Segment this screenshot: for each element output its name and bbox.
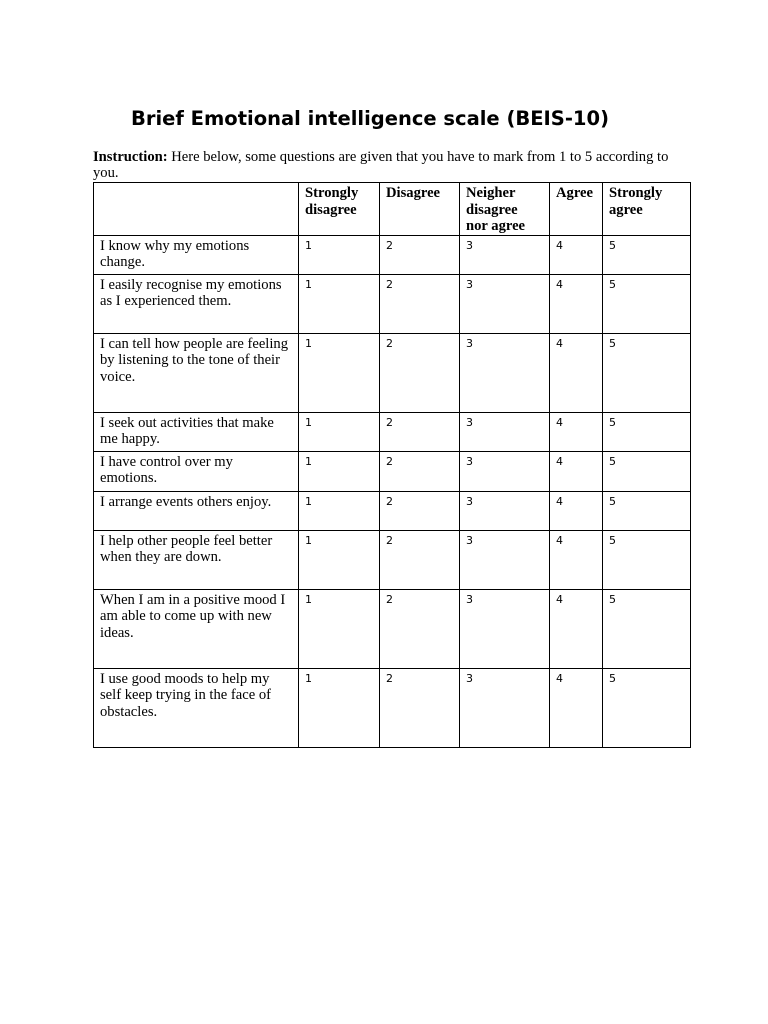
score-option[interactable]: 5 — [603, 451, 691, 491]
table-row — [94, 530, 691, 589]
score-option[interactable]: 2 — [380, 235, 460, 274]
table-row — [94, 668, 691, 747]
score-option[interactable]: 2 — [380, 333, 460, 412]
score-option[interactable]: 1 — [299, 274, 380, 333]
score-option[interactable]: 3 — [460, 530, 550, 589]
item-text: I use good moods to help my self keep trying in the face of obstacles. — [94, 668, 299, 747]
header-item — [94, 183, 299, 236]
score-option[interactable]: 2 — [380, 530, 460, 589]
table-row — [94, 333, 691, 412]
score-option[interactable]: 2 — [380, 274, 460, 333]
item-text: I have control over my emotions. — [94, 451, 299, 491]
item-text: I help other people feel better when they are down. — [94, 530, 299, 589]
score-option[interactable]: 1 — [299, 451, 380, 491]
score-option[interactable]: 5 — [603, 589, 691, 668]
instruction-body: Here below, some questions are given that you have to mark from 1 to 5 according to you. — [93, 149, 669, 181]
table-row — [94, 589, 691, 668]
score-option[interactable]: 1 — [299, 491, 380, 530]
score-option[interactable]: 5 — [603, 412, 691, 451]
score-option[interactable]: 2 — [380, 589, 460, 668]
instruction-label: Instruction: — [93, 149, 168, 165]
header-strongly-agree: Strongly agree — [603, 183, 691, 236]
score-option[interactable]: 5 — [603, 491, 691, 530]
score-option[interactable]: 5 — [603, 530, 691, 589]
score-option[interactable]: 4 — [550, 530, 603, 589]
header-neither: Neigher disagree nor agree — [460, 183, 550, 236]
score-option[interactable]: 4 — [550, 491, 603, 530]
score-option[interactable]: 3 — [460, 333, 550, 412]
page-title: Brief Emotional intelligence scale (BEIS-10) — [131, 107, 609, 130]
score-option[interactable]: 4 — [550, 412, 603, 451]
header-disagree: Disagree — [380, 183, 460, 236]
score-option[interactable]: 4 — [550, 589, 603, 668]
table-row — [94, 491, 691, 530]
table-row — [94, 274, 691, 333]
score-option[interactable]: 3 — [460, 235, 550, 274]
score-option[interactable]: 3 — [460, 451, 550, 491]
score-option[interactable]: 1 — [299, 668, 380, 747]
score-option[interactable]: 5 — [603, 333, 691, 412]
score-option[interactable]: 5 — [603, 235, 691, 274]
score-option[interactable]: 1 — [299, 333, 380, 412]
score-option[interactable]: 5 — [603, 274, 691, 333]
item-text: When I am in a positive mood I am able to come up with new ideas. — [94, 589, 299, 668]
item-text: I know why my emotions change. — [94, 235, 299, 274]
table-row — [94, 412, 691, 451]
score-option[interactable]: 2 — [380, 491, 460, 530]
score-option[interactable]: 4 — [550, 451, 603, 491]
score-option[interactable]: 1 — [299, 235, 380, 274]
score-option[interactable]: 3 — [460, 589, 550, 668]
score-option[interactable]: 1 — [299, 530, 380, 589]
table-header-row — [94, 183, 691, 236]
score-option[interactable]: 2 — [380, 412, 460, 451]
instruction-text — [93, 149, 693, 181]
score-option[interactable]: 1 — [299, 589, 380, 668]
item-text: I arrange events others enjoy. — [94, 491, 299, 530]
score-option[interactable]: 4 — [550, 274, 603, 333]
item-text: I easily recognise my emotions as I experienced them. — [94, 274, 299, 333]
item-text: I can tell how people are feeling by listening to the tone of their voice. — [94, 333, 299, 412]
item-text: I seek out activities that make me happy. — [94, 412, 299, 451]
score-option[interactable]: 3 — [460, 668, 550, 747]
score-option[interactable]: 2 — [380, 451, 460, 491]
score-option[interactable]: 3 — [460, 274, 550, 333]
table-row — [94, 451, 691, 491]
header-agree: Agree — [550, 183, 603, 236]
score-option[interactable]: 4 — [550, 235, 603, 274]
score-option[interactable]: 5 — [603, 668, 691, 747]
score-option[interactable]: 3 — [460, 412, 550, 451]
score-option[interactable]: 1 — [299, 412, 380, 451]
score-option[interactable]: 3 — [460, 491, 550, 530]
emotional-intelligence-scale-table — [93, 182, 691, 748]
score-option[interactable]: 2 — [380, 668, 460, 747]
table-row — [94, 235, 691, 274]
score-option[interactable]: 4 — [550, 333, 603, 412]
header-strongly-disagree: Strongly disagree — [299, 183, 380, 236]
score-option[interactable]: 4 — [550, 668, 603, 747]
